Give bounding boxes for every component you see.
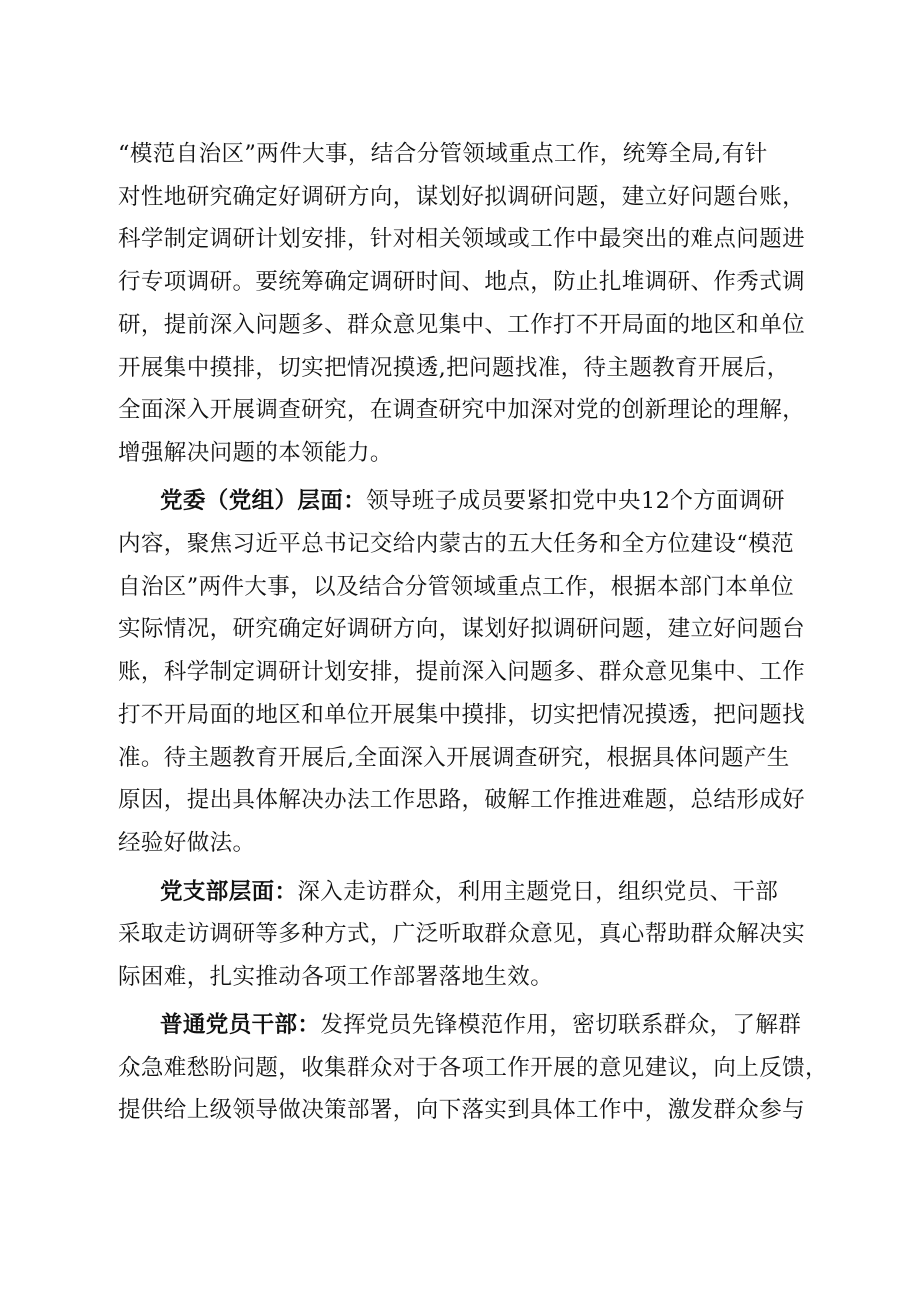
paragraph-2-line-9: 经验好做法。: [118, 830, 256, 856]
paragraph-4-line-3: 提供给上级领导做决策部署，向下落实到具体工作中，激发群众参与: [118, 1097, 806, 1123]
paragraph-2-first-line-text: 领导班子成员要紧扣党中央12个方面调研: [366, 488, 785, 514]
paragraph-3-line-1: [160, 872, 778, 912]
paragraph-3-line-2: 采取走访调研等多种方式，广泛听取群众意见，真心帮助群众解决实: [118, 921, 806, 947]
paragraph-4-line-2: 众急难愁盼问题，收集群众对于各项工作开展的意见建议，向上反馈，: [118, 1055, 828, 1081]
paragraph-3-heading: 党支部层面：: [160, 879, 298, 905]
paragraph-1-line-7: 全面深入开展调查研究，在调查研究中加深对党的创新理论的理解，: [118, 397, 806, 423]
paragraph-2-line-1: [160, 481, 785, 521]
paragraph-1-line-1: “模范自治区”两件大事，结合分管领域重点工作，统筹全局,有针: [118, 141, 768, 167]
paragraph-2-line-7: 准。待主题教育开展后,全面深入开展调查研究，根据具体问题产生: [118, 745, 790, 771]
paragraph-1-line-3: 科学制定调研计划安排，针对相关领域或工作中最突出的难点问题进: [118, 226, 806, 252]
paragraph-1-line-8: 增强解决问题的本领能力。: [118, 440, 393, 466]
paragraph-4-first-line-text: 发挥党员先锋模范作用，密切联系群众，了解群: [320, 1012, 802, 1038]
paragraph-4-heading: 普通党员干部：: [160, 1012, 321, 1038]
paragraph-1-line-5: 研，提前深入问题多、群众意见集中、工作打不开局面的地区和单位: [118, 312, 806, 338]
paragraph-1-line-4: 行专项调研。要统筹确定调研时间、地点，防止扎堆调研、作秀式调: [118, 269, 806, 295]
paragraph-2-line-5: 账，科学制定调研计划安排，提前深入问题多、群众意见集中、工作: [118, 659, 806, 685]
paragraph-2-line-3: 自治区”两件大事，以及结合分管领域重点工作，根据本部门本单位: [118, 574, 795, 600]
paragraph-4-line-1: [160, 1005, 801, 1045]
paragraph-2-line-8: 原因，提出具体解决办法工作思路，破解工作推进难题，总结形成好: [118, 787, 806, 813]
paragraph-1-line-6: 开展集中摸排，切实把情况摸透,把问题找准，待主题教育开展后，: [118, 355, 790, 381]
paragraph-3-first-line-text: 深入走访群众，利用主题党日，组织党员、干部: [297, 879, 779, 905]
paragraph-2-heading: 党委（党组）层面：: [160, 488, 367, 514]
paragraph-3-line-3: 际困难，扎实推动各项工作部署落地生效。: [118, 964, 554, 990]
paragraph-2-line-6: 打不开局面的地区和单位开展集中摸排，切实把情况摸透，把问题找: [118, 702, 806, 728]
paragraph-2-line-2: 内容，聚焦习近平总书记交给内蒙古的五大任务和全方位建设“模范: [118, 531, 795, 557]
paragraph-1-line-2: 对性地研究确定好调研方向，谋划好拟调研问题，建立好问题台账，: [118, 184, 806, 210]
paragraph-2-line-4: 实际情况，研究确定好调研方向，谋划好拟调研问题，建立好问题台: [118, 616, 806, 642]
